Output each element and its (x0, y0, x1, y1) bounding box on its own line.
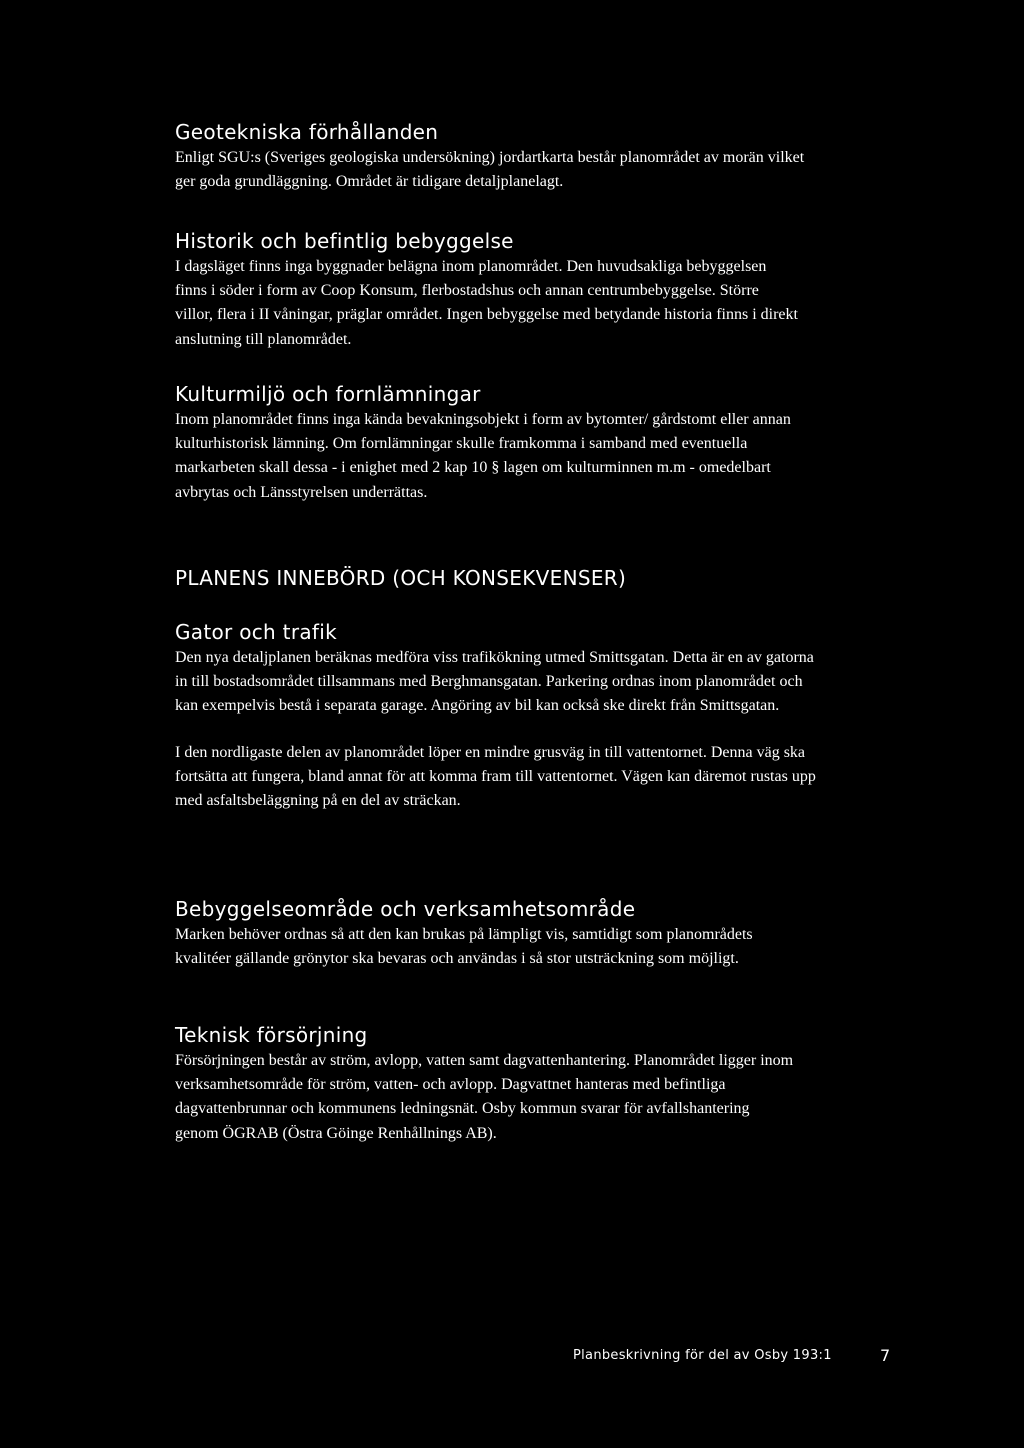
section-heading: Gator och trafik (175, 620, 337, 644)
section-paragraph: Den nya detaljplanen beräknas medföra viss trafikökning utmed Smittsgatan. Detta är en av gatorna in till bostadsområdet tillsammans med Berghmansgatan. Parkering ordnas inom planområdet och kan exempelvis bestå i separata garage. Angöring av bil kan också ske direkt från Smittsgatan. (175, 649, 814, 715)
section-paragraph: I den nordligaste delen av planområdet löper en mindre grusväg in till vattentornet. Denna väg ska fortsätta att fungera, bland annat för att komma fram till vattentornet. Vägen kan däremot rustas upp med asfaltsbeläggning på en del av sträckan. (175, 743, 816, 810)
section-plan-implications (175, 564, 825, 592)
section-heading: PLANENS INNEBÖRD (OCH KONSEKVENSER) (175, 566, 627, 590)
section-streets-traffic (175, 618, 825, 813)
section-paragraph: Enligt SGU:s (Sveriges geologiska undersökning) jordartkarta består planområdet av morän vilket ger goda grundläggning. Området är tidigare detaljplanelagt. (175, 149, 805, 191)
section-heading: Kulturmiljö och fornlämningar (175, 382, 481, 406)
section-technical-supply (175, 1021, 825, 1146)
page-number: 7 (880, 1346, 891, 1365)
footer-document-title: Planbeskrivning för del av Osby 193:1 (573, 1348, 832, 1363)
section-heading: Geotekniska förhållanden (175, 120, 439, 144)
section-paragraph: I dagsläget finns inga byggnader belägna inom planområdet. Den huvudsakliga bebyggelsen finns i söder i form av Coop Konsum, flerbostadshus och annan centrumbebyggelse. Större villor, flera i II våningar, präglar området. Ingen bebyggelse med betydande historia finns i direkt anslutning till planområdet. (175, 258, 798, 348)
section-cultural-heritage (175, 380, 825, 505)
section-geotechnical (175, 118, 825, 194)
section-paragraph: Försörjningen består av ström, avlopp, vatten samt dagvattenhantering. Planområdet ligger inom verksamhetsområde för ström, vatten- och avlopp. Dagvattnet hanteras med befintliga dagvattenbrunnar och kommunens ledningsnät. Osby kommun svarar för avfallshantering genom ÖGRAB (Östra Göinge Renhållnings AB). (175, 1052, 794, 1142)
section-paragraph: Marken behöver ordnas så att den kan brukas på lämpligt vis, samtidigt som planområdets kvalitéer gällande grönytor ska bevaras och användas i så stor utsträckning som möjligt. (175, 926, 753, 968)
section-heading: Historik och befintlig bebyggelse (175, 229, 514, 253)
section-heading: Bebyggelseområde och verksamhetsområde (175, 897, 636, 921)
section-heading: Teknisk försörjning (175, 1023, 368, 1047)
page-footer (0, 1346, 1024, 1370)
section-development-area (175, 895, 825, 971)
section-paragraph: Inom planområdet finns inga kända bevakningsobjekt i form av bytomter/ gårdstomt eller annan kulturhistorisk lämning. Om fornlämningar skulle framkomma i samband med eventuella markarbeten skall dessa - i enighet med 2 kap 10 § lagen om kulturminnen m.m - omedelbart avbrytas och Länsstyrelsen underrättas. (175, 411, 791, 501)
section-history (175, 227, 825, 352)
